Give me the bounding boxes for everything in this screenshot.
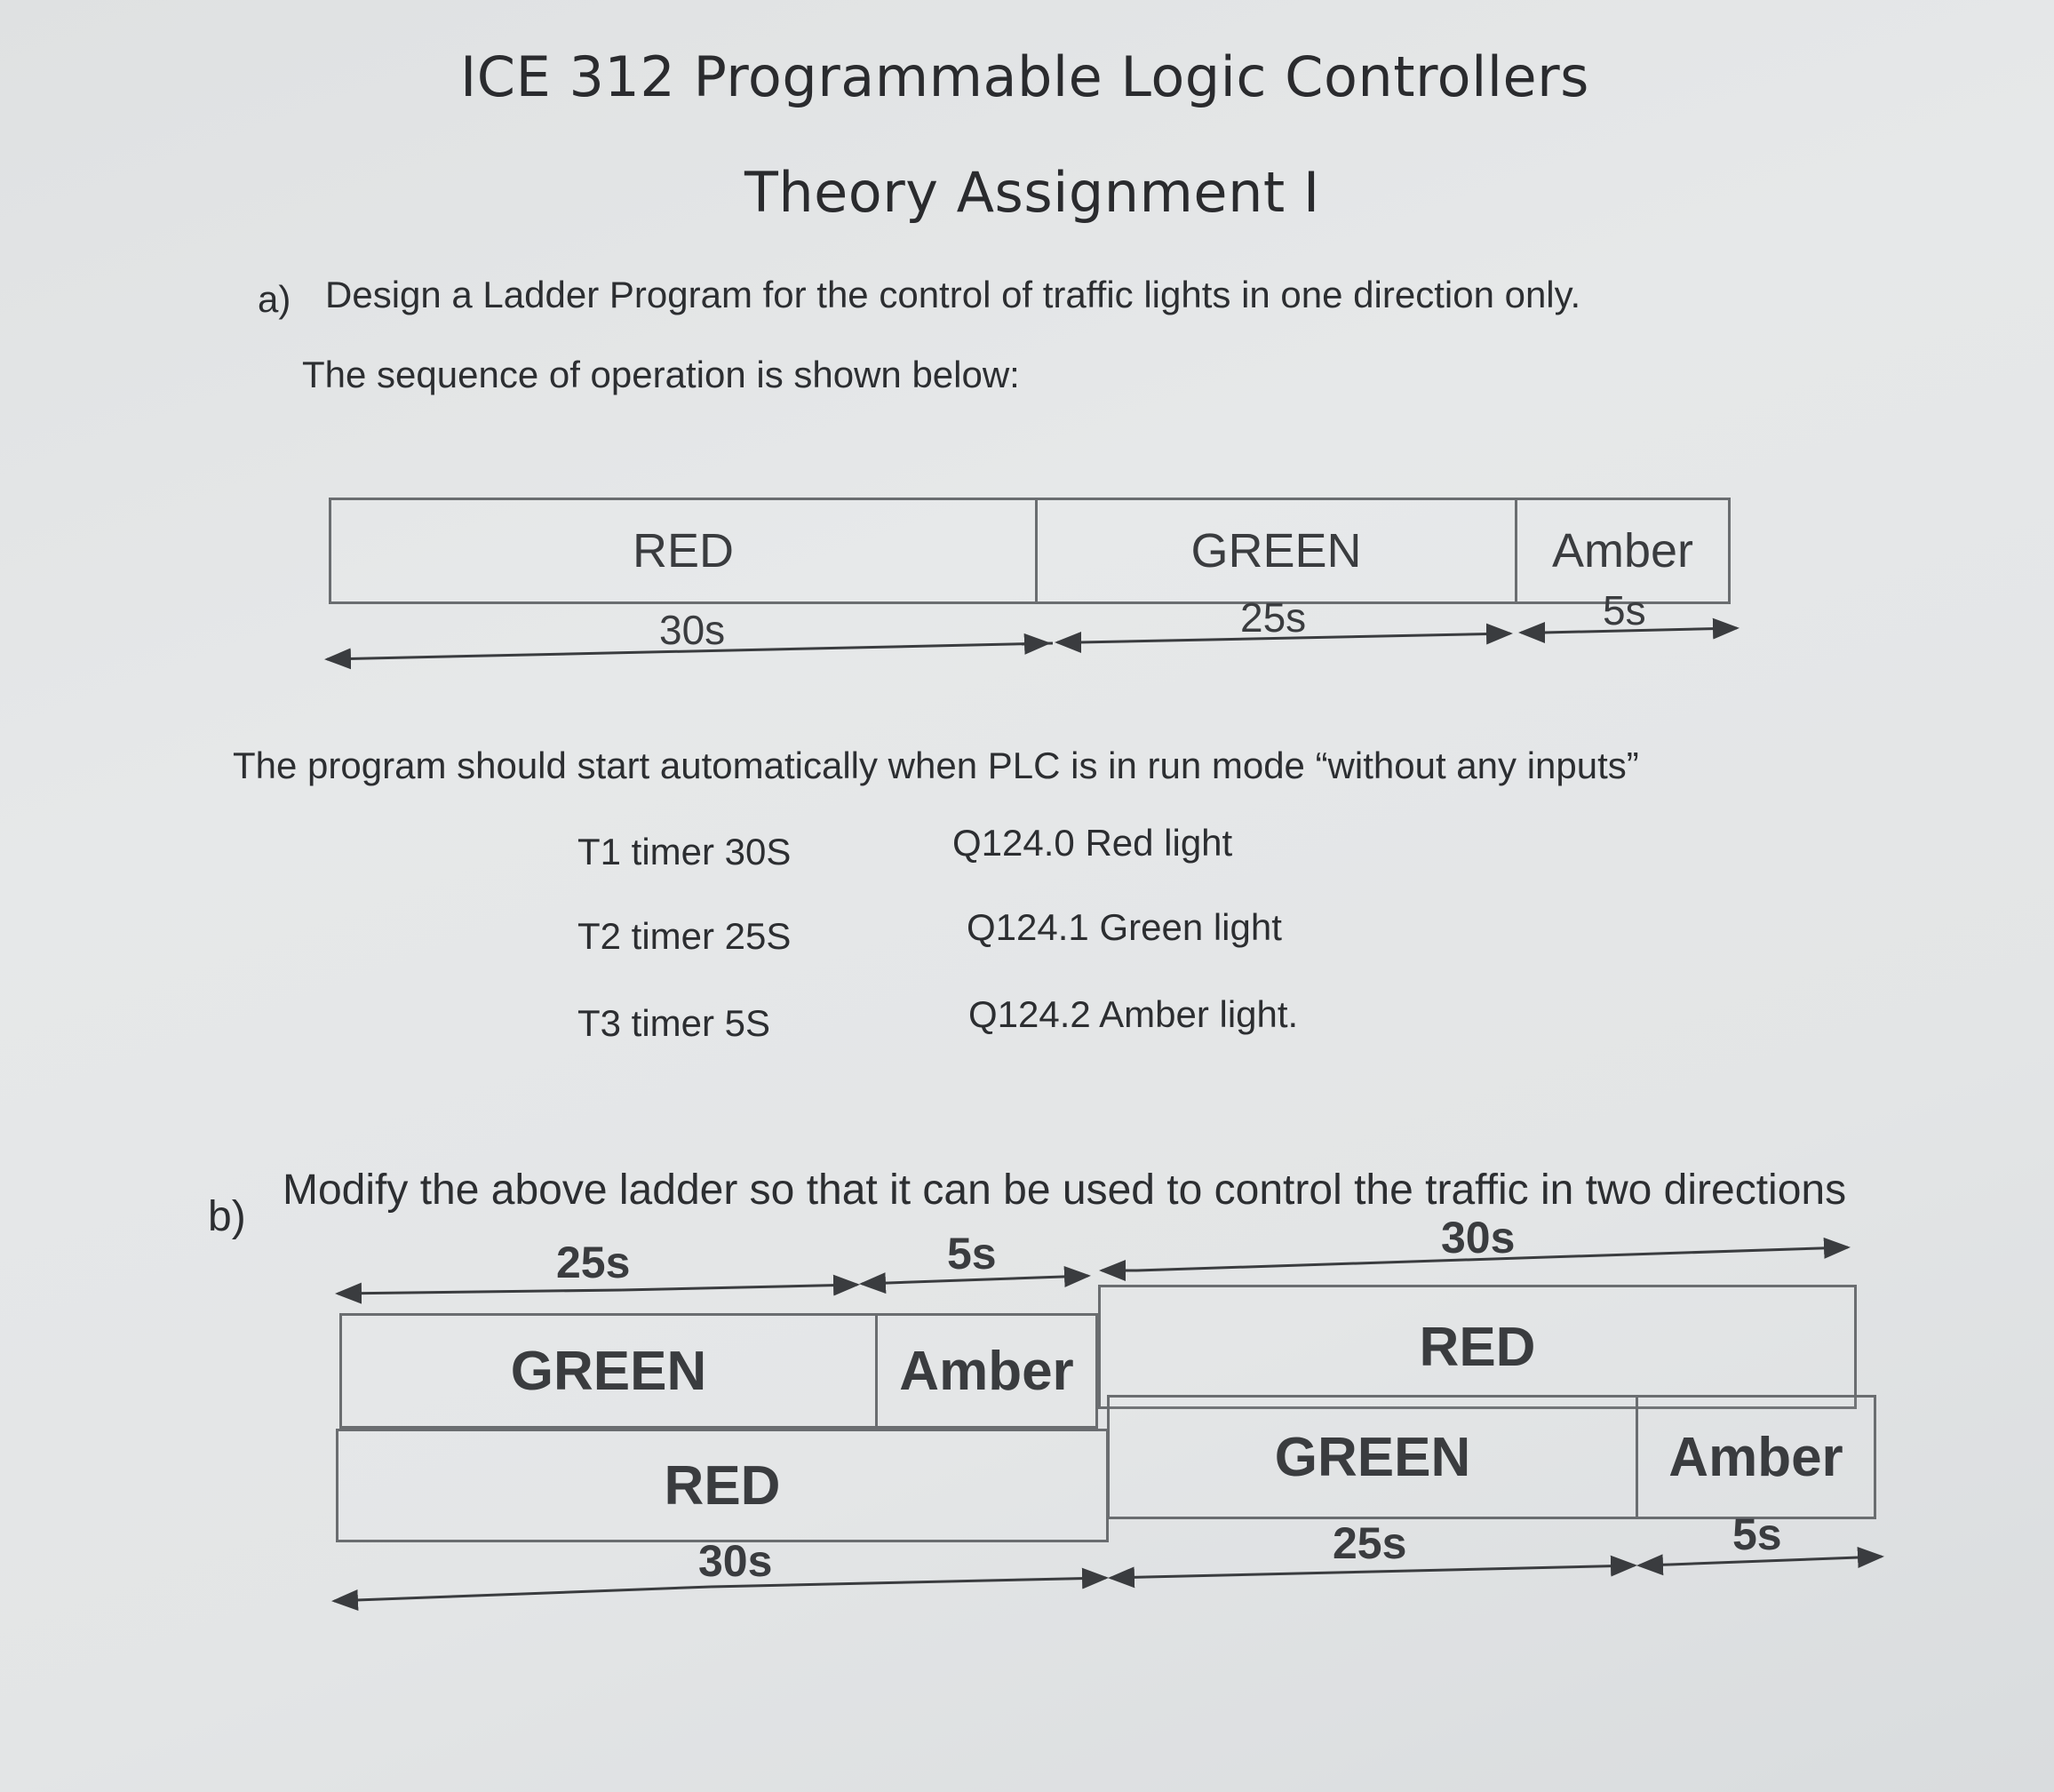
b-top-duration-red: 30s xyxy=(1441,1213,1516,1262)
b-bottom-arrow-red-left xyxy=(334,1587,711,1601)
part-a-label: a) xyxy=(258,278,291,320)
b-diagram-row1-right xyxy=(1098,1285,1857,1409)
output-q124-0: Q124.0 Red light xyxy=(952,822,1233,864)
timer-t1: T1 timer 30S xyxy=(577,831,792,872)
b-bottom-duration-red: 30s xyxy=(698,1536,773,1586)
timer-t3: T3 timer 5S xyxy=(577,1002,771,1044)
b-bottom-duration-green: 25s xyxy=(1333,1518,1407,1568)
auto-start-note: The program should start automatically when PLC is in run mode “without any inputs” xyxy=(233,745,1639,786)
part-b-prompt: Modify the above ladder so that it can be used to control the traffic in two directions xyxy=(283,1167,1847,1214)
phase-green-cell: GREEN xyxy=(1035,500,1515,601)
phase-amber-cell: Amber xyxy=(1515,500,1728,601)
sequence-intro: The sequence of operation is shown below: xyxy=(302,354,1020,395)
b-row2-green-cell: GREEN xyxy=(1274,1426,1471,1488)
part-b-label: b) xyxy=(208,1193,246,1240)
a-arrow-red-end xyxy=(1022,643,1048,644)
part-a-prompt: Design a Ladder Program for the control of traffic lights in one direction only. xyxy=(325,274,1581,315)
output-q124-2: Q124.2 Amber light. xyxy=(968,993,1299,1035)
b-diagram-row2-right xyxy=(1107,1395,1876,1519)
b-top-duration-green: 25s xyxy=(556,1238,631,1287)
b-row2-red-cell: RED xyxy=(664,1454,781,1517)
b-top-arrow-amber-left xyxy=(862,1283,888,1284)
phase-red-cell: RED xyxy=(632,524,734,577)
phase-green-duration: 25s xyxy=(1240,594,1307,641)
b-bottom-duration-amber: 5s xyxy=(1732,1509,1782,1559)
b-row1-amber-cell: Amber xyxy=(875,1316,1095,1426)
b-top-arrow-green-left xyxy=(338,1290,622,1294)
phase-amber-duration: 5s xyxy=(1603,587,1646,633)
b-row2-amber-cell: Amber xyxy=(1636,1398,1874,1517)
b-diagram-row1-left xyxy=(339,1313,1098,1429)
b-bottom-arrow-green-left xyxy=(1111,1577,1146,1578)
course-title: ICE 312 Programmable Logic Controllers xyxy=(460,44,1589,109)
b-row1-green-cell: GREEN xyxy=(510,1340,707,1402)
sequence-diagram-a xyxy=(329,498,1731,604)
timer-t2: T2 timer 25S xyxy=(577,915,792,957)
b-top-duration-amber: 5s xyxy=(947,1229,997,1278)
b-row1-red-cell: RED xyxy=(1419,1316,1536,1378)
phase-red-duration: 30s xyxy=(659,607,726,653)
assignment-title: Theory Assignment I xyxy=(744,160,1320,225)
b-diagram-row2-left xyxy=(336,1429,1109,1542)
b-top-arrow-green-right xyxy=(622,1285,857,1290)
output-q124-1: Q124.1 Green light xyxy=(967,906,1282,948)
